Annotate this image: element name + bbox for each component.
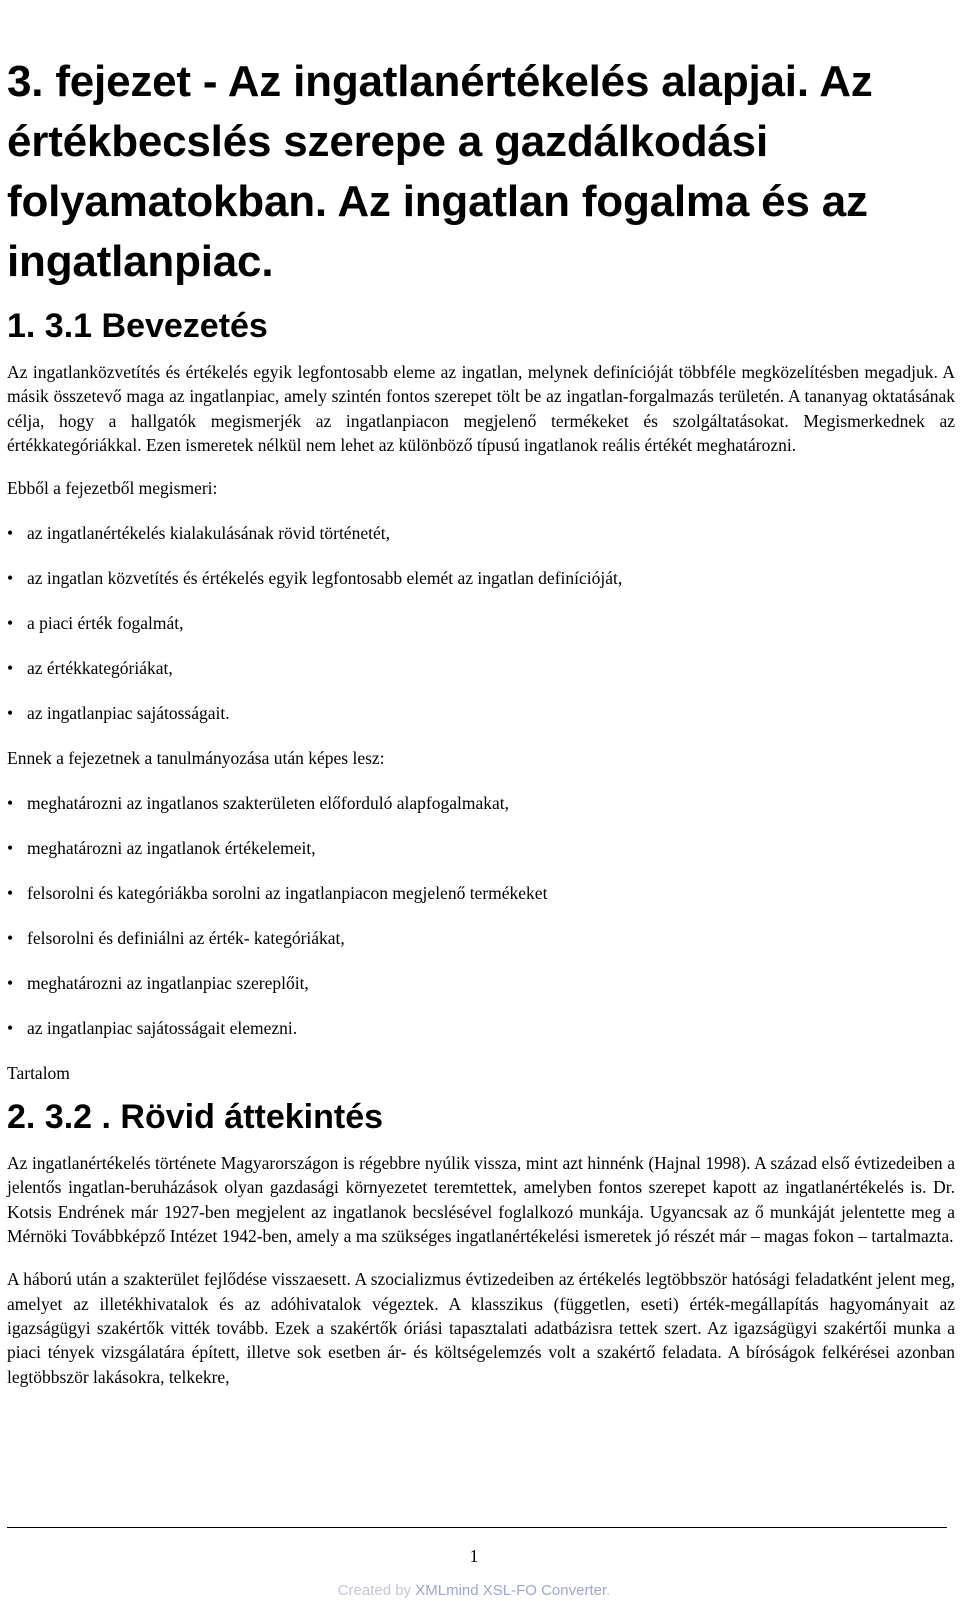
list-item: • felsorolni és kategóriákba sorolni az ingatlanpiacon megjelenő termékeket [7, 883, 548, 904]
bullet-icon: • [7, 1018, 14, 1039]
list-item: • az ingatlanpiac sajátosságait. [7, 703, 230, 724]
bullet-icon: • [7, 973, 14, 994]
list-item: • a piaci érték fogalmát, [7, 613, 184, 634]
bullet-icon: • [7, 523, 14, 544]
footer-divider [7, 1527, 947, 1528]
list-item: • az ingatlanpiac sajátosságait elemezni. [7, 1018, 298, 1039]
created-by-footer: Created by XMLmind XSL-FO Converter. [337, 1582, 611, 1599]
learn-list [7, 521, 955, 746]
bullet-icon: • [7, 658, 14, 679]
bullet-icon: • [7, 883, 14, 904]
chapter-title: 3. fejezet - Az ingatlanértékelés alapjai. Az értékbecslés szerepe a gazdálkodási folyamatokban. Az ingatlan fogalma és az ingatlanpiac. [7, 57, 873, 286]
section-heading-bevezetes: 1. 3.1 Bevezetés [7, 307, 268, 345]
list-item: • az értékkategóriákat, [7, 658, 173, 679]
bullet-icon: • [7, 838, 14, 859]
learn-heading: Ebből a fejezetből megismeri: [7, 478, 218, 499]
contents-label: Tartalom [7, 1063, 70, 1084]
list-item: • az ingatlan közvetítés és értékelés egyik legfontosabb elemét az ingatlan definícióját, [7, 568, 623, 589]
converter-link[interactable]: XMLmind XSL-FO Converter [415, 1582, 607, 1599]
list-item: • meghatározni az ingatlanos szakterületen előforduló alapfogalmakat, [7, 793, 510, 814]
list-item: • meghatározni az ingatlanpiac szereplőit, [7, 973, 309, 994]
bullet-icon: • [7, 928, 14, 949]
section-heading-attekintes: 2. 3.2 . Rövid áttekintés [7, 1098, 384, 1137]
able-heading: Ennek a fejezetnek a tanulmányozása után képes lesz: [7, 748, 385, 769]
intro-paragraph: Az ingatlanközvetítés és értékelés egyik legfontosabb eleme az ingatlan, melynek definícióját többféle megközelítésben megadjuk. A másik összetevő maga az ingatlanpiac, amely szintén fontos szerepet tölt be az ingatlan-forgalmazás területén. A tananyag oktatásának célja, hogy a hallgatók megismerjék az ingatlanpiacon megjelenő termékeket és szolgáltatásokat. Megismerkednek az értékkategóriákkal. Ezen ismeretek nélkül nem lehet az különböző típusú ingatlanok reális értékét meghatározni. [7, 362, 955, 455]
list-item: • felsorolni és definiálni az érték- kategóriákat, [7, 928, 345, 949]
history-paragraph-1: Az ingatlanértékelés története Magyarországon is régebbre nyúlik vissza, mint azt hinnénk (Hajnal 1998). A század első évtizedeiben a jelentős ingatlan-beruházások olyan gazdasági környezetet teremtettek, amelyben fontos szerepet kapott az ingatlanértékelés is. Dr. Kotsis Endrének már 1927-ben megjelent az ingatlanok becslésével foglalkozó munkája. Ugyancsak az ő munkáját jelentette meg a Mérnöki Továbbképző Intézet 1942-ben, amely a ma szükséges ingatlanértékelési ismeretek jó részét már – magas fokon – tartalmazta. [7, 1153, 955, 1247]
page-number: 1 [469, 1546, 479, 1566]
bullet-icon: • [7, 703, 14, 724]
list-item: • az ingatlanértékelés kialakulásának rövid történetét, [7, 523, 390, 544]
bullet-icon: • [7, 613, 14, 634]
bullet-icon: • [7, 568, 14, 589]
history-paragraph-2: A háború után a szakterület fejlődése visszaesett. A szocializmus évtizedeiben az értékelés legtöbbször hatósági feladatként jelent meg, amelyet az illetékhivatalok és az adóhivatalok végeztek. A klasszikus (független, eseti) érték-megállapítás hagyományait az igazságügyi szakértők vitték tovább. Ezek a szakértők óriási tapasztalati adatbázisra tettek szert. Az igazságügyi szakértői munka a piaci tények vizsgálatára épített, illetve sok esetben ár- és költségelemzés volt a szakértő feladata. A bíróságok felkérései azonban legtöbbször lakásokra, telkekre, [7, 1269, 955, 1387]
document-page [7, 0, 955, 1389]
bullet-icon: • [7, 793, 14, 814]
able-list [7, 791, 955, 1061]
list-item: • meghatározni az ingatlanok értékelemeit, [7, 838, 316, 859]
